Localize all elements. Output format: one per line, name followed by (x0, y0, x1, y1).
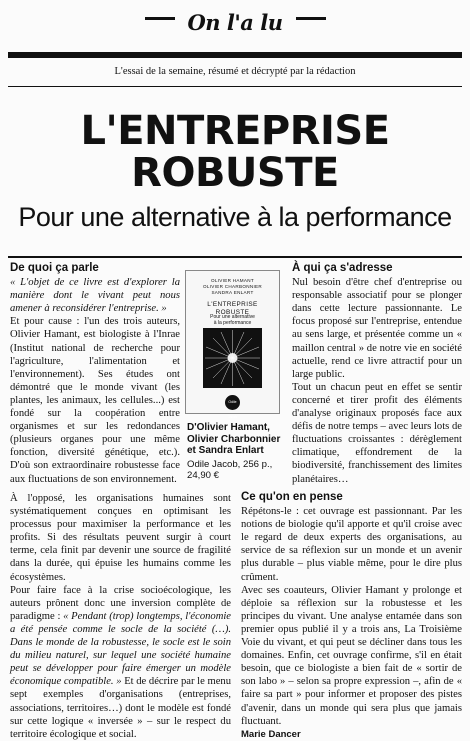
book-cover (185, 270, 280, 419)
cover-title: L'ENTREPRISE ROBUSTE (207, 301, 258, 316)
paragraph: Et pour cause : l'un des trois auteurs, Olivier Hamant, est biologiste à l'Inrae (Institut national de recherche pour l'agriculture, l'alimentation et l'environnement). Ses études ont démontré que le monde vivant (les plantes, les animaux, les cellules...) est fondé sur la coopération entre organismes et sur les redondances (plusieurs organes pour une même fonction, diversité génétique, etc.). D'où son extraordinaire robustesse face aux fluctuations de son environnement. (10, 316, 180, 485)
standfirst: L'essai de la semaine, résumé et décrypté par la rédaction (114, 66, 356, 77)
cover-sunburst-image (203, 328, 262, 388)
book-publisher: Odile Jacob, 256 p., 24,90 € (187, 459, 273, 481)
masthead: On l'a lu (187, 10, 283, 35)
standfirst-rule (8, 86, 462, 87)
paragraph: À l'opposé, les organisations humaines sont systématiquement conçues en optimisant les processus pour maximiser la performance et les profits. Si des résultats peuvent surgir à court terme, cela finit par devenir une source de fragilité dans la durée, qui épuise les humains comme les écosystèmes. (10, 493, 231, 583)
author-signature: Marie Dancer (241, 728, 301, 740)
col-summary-bottom (10, 492, 231, 741)
col-opinion (241, 491, 462, 741)
cover-subtitle: Pour une alternative à la performance (210, 314, 255, 326)
header-bar (8, 52, 462, 58)
paragraph: Nul besoin d'être chef d'entreprise ou responsable associatif pour se plonger dans cette lecture passionnante. Le focus proposé sur l'entreprise, entendue au sens large, et présentée comme un « maillon central » de notre vie en société actuelle, rend ce livre attractif pour un large public. (292, 277, 462, 380)
section-heading: À qui ça s'adresse (292, 262, 393, 274)
paragraph: Pour faire face à la crise socioécologique, les auteurs prônent donc une inversion complète de paradigme : « Pendant (trop) longtemps, l'économie a été pensée comme le socle de la société (…). Dans le monde de la robustesse, le socle est le soin du milieu naturel, sur lequel une société humaine peut se développer pour faire émerger un modèle économique compatible. » Et de décrire par le menu sept exemples d'organisations (entreprises, associations, territoires…) dont le modèle est fondé sur cette logique « inversée » – sur le respect du territoire écologique et social. (10, 584, 232, 740)
paragraph: Avec ses coauteurs, Olivier Hamant y prolonge et déploie sa réflexion sur la robustesse et les principes du vivant. Une analyse entamée dans son premier opus publié il y a trois ans, La Troisième Voie du vivant, et qui peut se décliner dans tous les domaines. Enfin, cet ouvrage confirme, s'il en était besoin, que ce biologiste a bien fait de « sortir de son labo » – selon sa propre expression –, afin de « faire sa part » pour informer et proposer des pistes d'avenir, dans un monde qui sera plus que jamais fluctuant. (241, 584, 462, 727)
body-top-rule (8, 256, 462, 258)
headline-line-1: L'ENTREPRISE (80, 108, 390, 154)
book-authors: D'Olivier Hamant, Olivier Charbonnier et Sandra Enlart (187, 422, 281, 456)
col-summary-top (10, 262, 180, 486)
cover-artwork (203, 328, 262, 388)
headline-line-2: ROBUSTE (131, 150, 339, 196)
paragraph: Répétons-le : cet ouvrage est passionnant. Par les notions de biologie qu'il apporte et qu'il croise avec le regard de deux experts des organisations, au service de sa réflexion sur un monde et un avenir plus durable – plus viable même, pour le dire plus crûment. (241, 506, 462, 583)
paragraph: Tout un chacun peut en effet se sentir concerné et tirer profit des éléments d'analyse originaux proposés face aux défis de notre temps – avec leurs lots de fluctuations croissantes : dérèglement climatique, effondrement de la biodiversité, franchissement des limites planétaires… (292, 381, 462, 485)
section-heading: De quoi ça parle (10, 262, 99, 274)
section-heading: Ce qu'on en pense (241, 491, 343, 503)
col-audience (292, 262, 462, 486)
publisher-logo: Odile Jacob (225, 395, 240, 410)
opening-quote: « L'objet de ce livre est d'explorer la manière dont le vivant peut nous amener à reconsidérer l'entreprise. » (10, 277, 180, 315)
subtitle: Pour une alternative à la performance (18, 202, 452, 232)
cover-authors: OLIVIER HAMANT OLIVIER CHARBONNIER SANDRA ENLART (202, 278, 263, 296)
